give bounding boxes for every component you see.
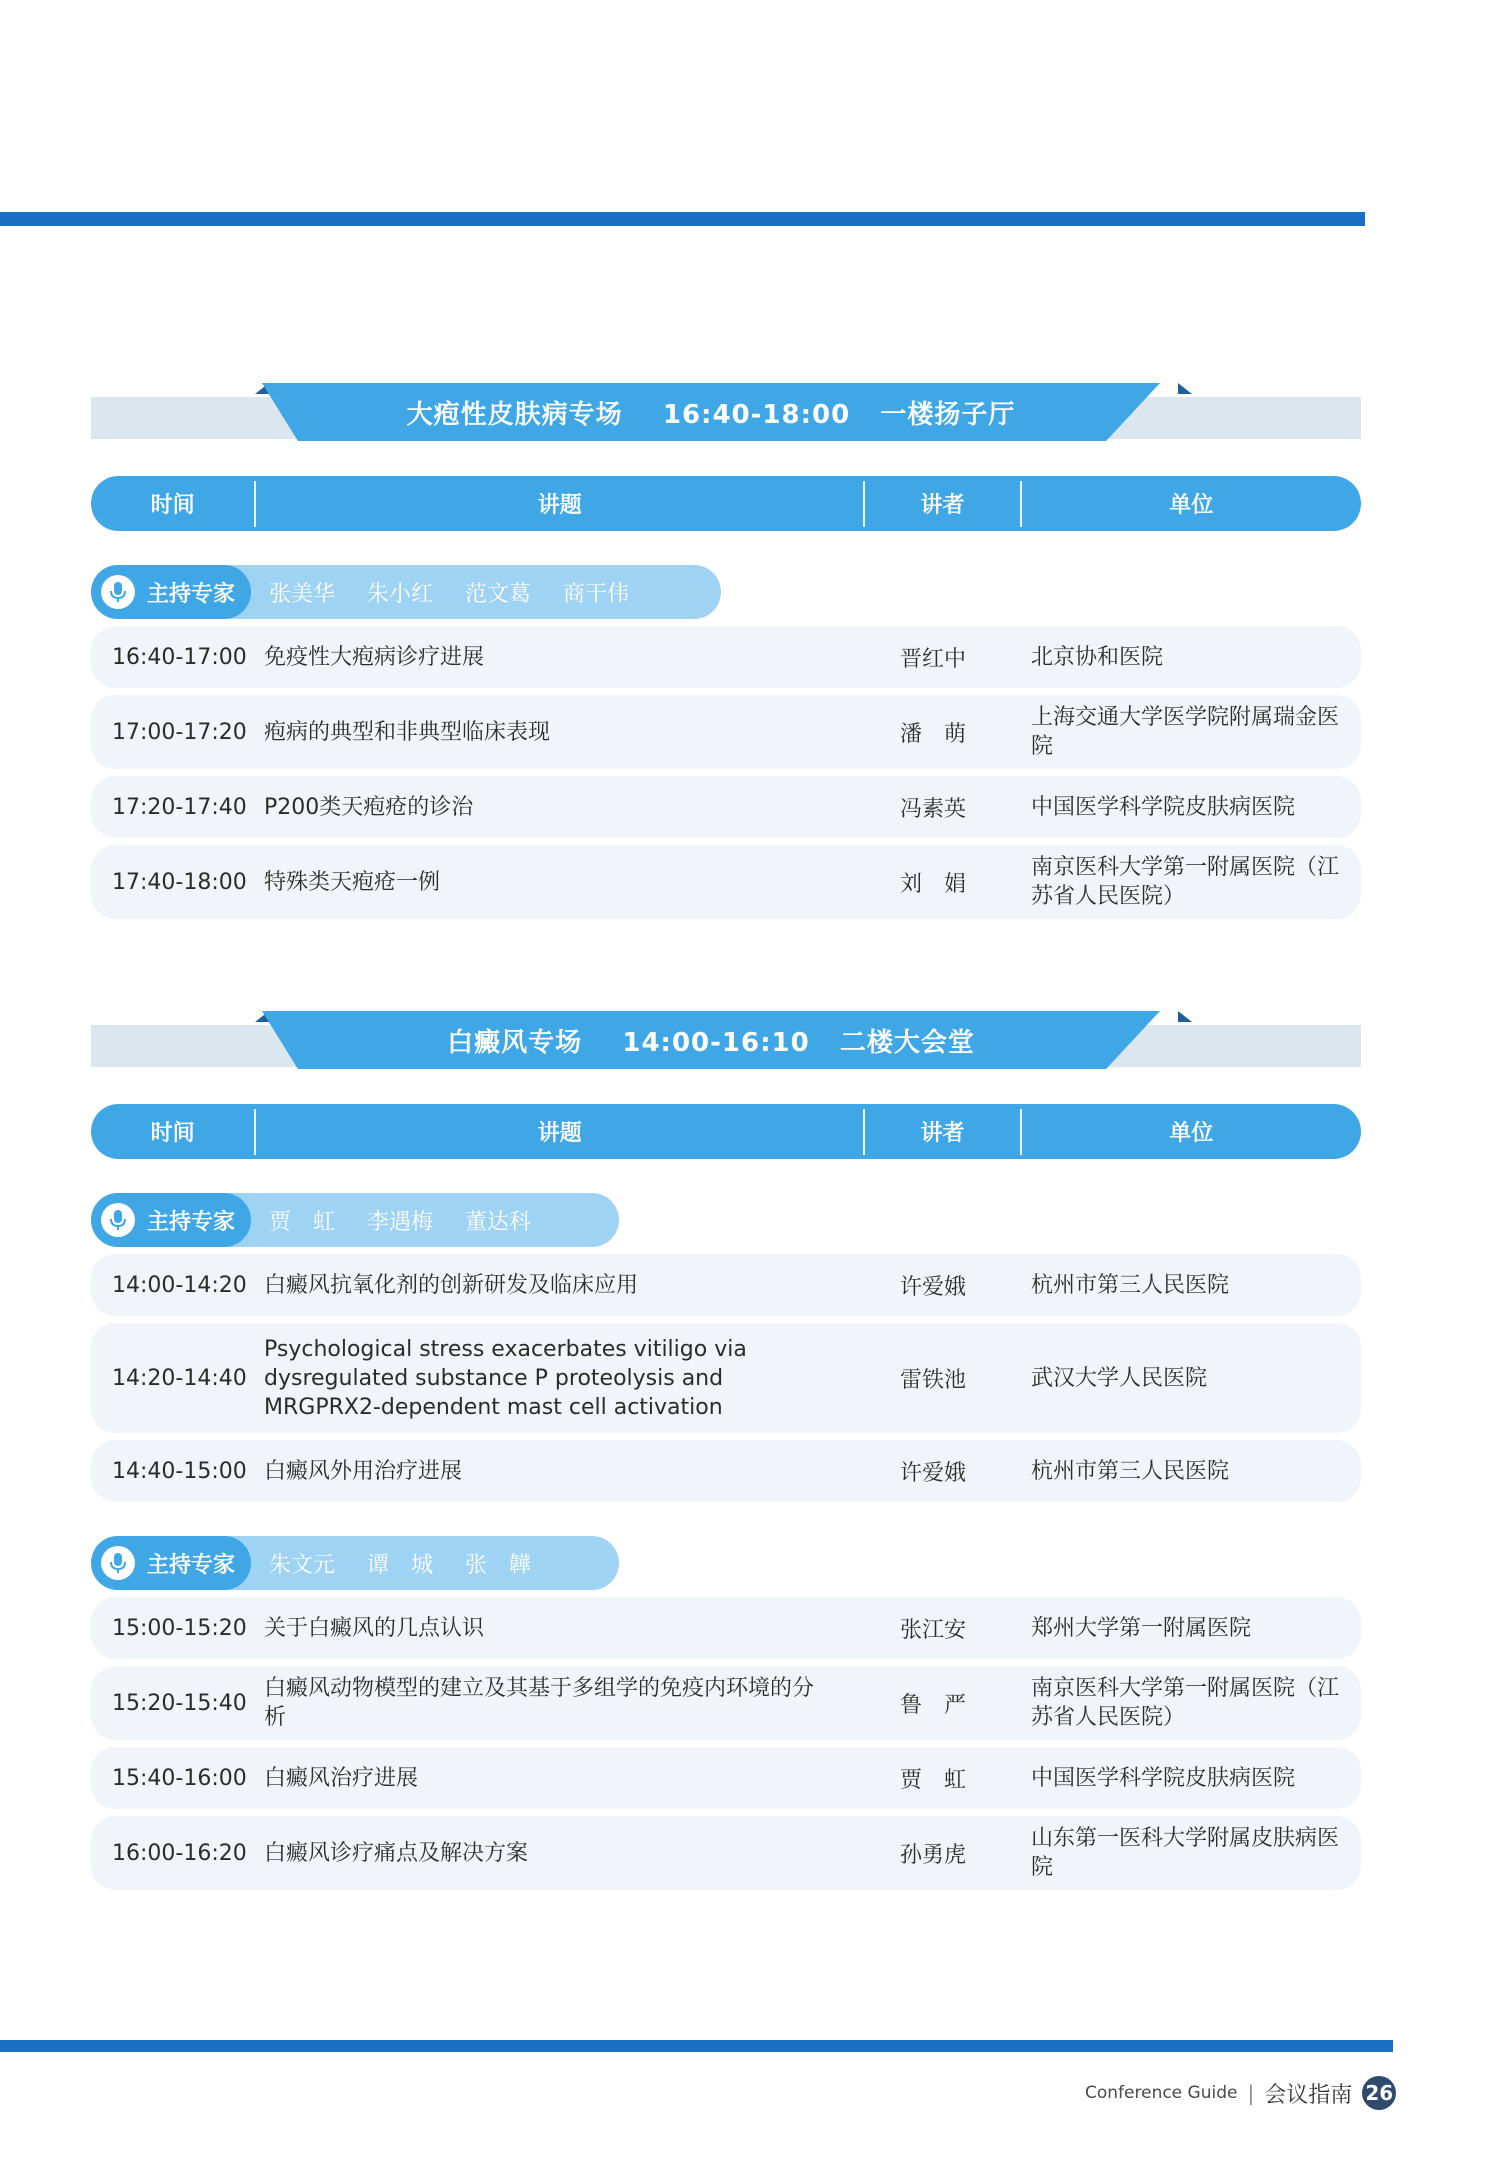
table-row xyxy=(91,1440,1361,1502)
row-unit: 山东第一医科大学附属皮肤病医院 xyxy=(1031,1826,1340,1880)
host-names xyxy=(269,577,661,608)
row-unit: 杭州市第三人民医院 xyxy=(1031,1458,1230,1484)
row-topic: Psychological stress exacerbates vitiligo via dysregulated substance P proteolysis and MRGPRX2-dependent mast cell activation xyxy=(264,1336,747,1420)
host-label: 主持专家 xyxy=(147,1552,236,1578)
header-topic: 讲题 xyxy=(537,493,582,518)
footer-guide-cn: 会议指南 xyxy=(1264,2082,1353,2108)
table-row xyxy=(91,626,1361,688)
host-label-pill xyxy=(91,565,251,619)
row-topic: P200类天疱疮的诊治 xyxy=(264,794,474,820)
banner-fold-right xyxy=(1178,1011,1192,1022)
host-bar xyxy=(91,565,721,619)
row-topic: 白癜风抗氧化剂的创新研发及临床应用 xyxy=(264,1272,639,1298)
row-topic: 白癜风动物模型的建立及其基于多组学的免疫内环境的分析 xyxy=(264,1676,815,1730)
host-name: 谭 城 xyxy=(367,1552,434,1578)
row-speaker: 雷铁池 xyxy=(900,1367,967,1393)
header-speaker: 讲者 xyxy=(920,1121,965,1146)
section-banner xyxy=(91,383,1361,441)
microphone-icon xyxy=(101,575,135,609)
row-time: 15:20-15:40 xyxy=(112,1690,247,1716)
table-row xyxy=(91,1666,1361,1740)
table-row xyxy=(91,1816,1361,1890)
section-vitiligo xyxy=(91,1011,1361,1890)
host-name: 张 韡 xyxy=(465,1552,532,1578)
host-name: 朱文元 xyxy=(269,1552,336,1578)
page-number: 26 xyxy=(1362,2076,1396,2110)
header-time: 时间 xyxy=(150,1121,195,1146)
row-time: 16:40-17:00 xyxy=(112,644,247,670)
row-topic: 疱病的典型和非典型临床表现 xyxy=(264,719,551,745)
table-row xyxy=(91,776,1361,838)
table-header xyxy=(91,476,1361,531)
host-name: 李遇梅 xyxy=(367,1209,434,1235)
host-name: 张美华 xyxy=(269,581,336,607)
row-topic: 关于白癜风的几点认识 xyxy=(264,1615,485,1641)
header-divider xyxy=(863,481,865,527)
host-name: 贾 虹 xyxy=(269,1209,336,1235)
row-speaker: 孙勇虎 xyxy=(900,1842,967,1868)
banner-fold-right xyxy=(1178,383,1192,394)
microphone-icon xyxy=(101,1203,135,1237)
row-unit: 郑州大学第一附属医院 xyxy=(1031,1615,1252,1641)
row-topic: 白癜风诊疗痛点及解决方案 xyxy=(264,1840,529,1866)
section-title: 大疱性皮肤病专场 16:40-18:00 一楼扬子厅 xyxy=(406,399,1016,430)
section-bullous xyxy=(91,383,1361,919)
row-time: 15:00-15:20 xyxy=(112,1615,247,1641)
header-divider xyxy=(863,1109,865,1155)
header-divider xyxy=(254,1109,256,1155)
row-time: 16:00-16:20 xyxy=(112,1840,247,1866)
row-speaker: 贾 虹 xyxy=(900,1767,967,1793)
table-row xyxy=(91,695,1361,769)
row-topic: 白癜风治疗进展 xyxy=(264,1765,419,1791)
table-row xyxy=(91,1747,1361,1809)
table-row xyxy=(91,845,1361,919)
table-header xyxy=(91,1104,1361,1159)
header-divider xyxy=(254,481,256,527)
row-unit: 武汉大学人民医院 xyxy=(1031,1365,1208,1391)
section-banner xyxy=(91,1011,1361,1069)
section-title: 白癜风专场 14:00-16:10 二楼大会堂 xyxy=(447,1027,975,1058)
row-speaker: 鲁 严 xyxy=(900,1692,967,1718)
header-time: 时间 xyxy=(150,493,195,518)
row-unit: 南京医科大学第一附属医院（江苏省人民医院） xyxy=(1031,855,1340,909)
host-bar xyxy=(91,1193,619,1247)
host-label: 主持专家 xyxy=(147,581,236,607)
footer-guide-en: Conference Guide xyxy=(1085,2083,1238,2103)
header-divider xyxy=(1020,481,1022,527)
host-name: 董达科 xyxy=(465,1209,532,1235)
row-time: 17:00-17:20 xyxy=(112,719,247,745)
microphone-icon xyxy=(101,1546,135,1580)
row-time: 14:20-14:40 xyxy=(112,1365,247,1391)
row-speaker: 潘 萌 xyxy=(900,721,967,747)
page-footer xyxy=(1085,2073,1396,2113)
row-time: 17:20-17:40 xyxy=(112,794,247,820)
row-unit: 北京协和医院 xyxy=(1031,644,1164,670)
host-label-pill xyxy=(91,1536,251,1590)
row-time: 15:40-16:00 xyxy=(112,1765,247,1791)
row-speaker: 张江安 xyxy=(900,1617,967,1643)
row-topic: 免疫性大疱病诊疗进展 xyxy=(264,644,485,670)
header-topic: 讲题 xyxy=(537,1121,582,1146)
host-names xyxy=(269,1205,563,1236)
host-label-pill xyxy=(91,1193,251,1247)
table-row xyxy=(91,1597,1361,1659)
header-unit: 单位 xyxy=(1169,493,1214,518)
row-unit: 中国医学科学院皮肤病医院 xyxy=(1031,1765,1296,1791)
table-row xyxy=(91,1323,1361,1433)
row-unit: 杭州市第三人民医院 xyxy=(1031,1272,1230,1298)
row-unit: 上海交通大学医学院附属瑞金医院 xyxy=(1031,705,1340,759)
host-name: 朱小红 xyxy=(367,581,434,607)
host-name: 范文葛 xyxy=(465,581,532,607)
row-time: 17:40-18:00 xyxy=(112,869,247,895)
host-label: 主持专家 xyxy=(147,1209,236,1235)
table-row xyxy=(91,1254,1361,1316)
row-speaker: 冯素英 xyxy=(900,796,967,822)
host-bar xyxy=(91,1536,619,1590)
row-time: 14:40-15:00 xyxy=(112,1458,247,1484)
bottom-decor-bar xyxy=(0,2040,1393,2052)
row-topic: 白癜风外用治疗进展 xyxy=(264,1458,463,1484)
footer-divider: | xyxy=(1247,2081,1255,2105)
row-speaker: 刘 娟 xyxy=(900,871,967,897)
row-unit: 南京医科大学第一附属医院（江苏省人民医院） xyxy=(1031,1676,1340,1730)
header-unit: 单位 xyxy=(1169,1121,1214,1146)
row-topic: 特殊类天疱疮一例 xyxy=(264,869,441,895)
row-speaker: 许爱娥 xyxy=(900,1274,967,1300)
host-names xyxy=(269,1548,563,1579)
row-speaker: 许爱娥 xyxy=(900,1460,967,1486)
header-divider xyxy=(1020,1109,1022,1155)
host-name: 商干伟 xyxy=(563,581,630,607)
row-time: 14:00-14:20 xyxy=(112,1272,247,1298)
top-decor-bar xyxy=(0,212,1365,226)
row-unit: 中国医学科学院皮肤病医院 xyxy=(1031,794,1296,820)
row-speaker: 晋红中 xyxy=(900,646,967,672)
header-speaker: 讲者 xyxy=(920,493,965,518)
